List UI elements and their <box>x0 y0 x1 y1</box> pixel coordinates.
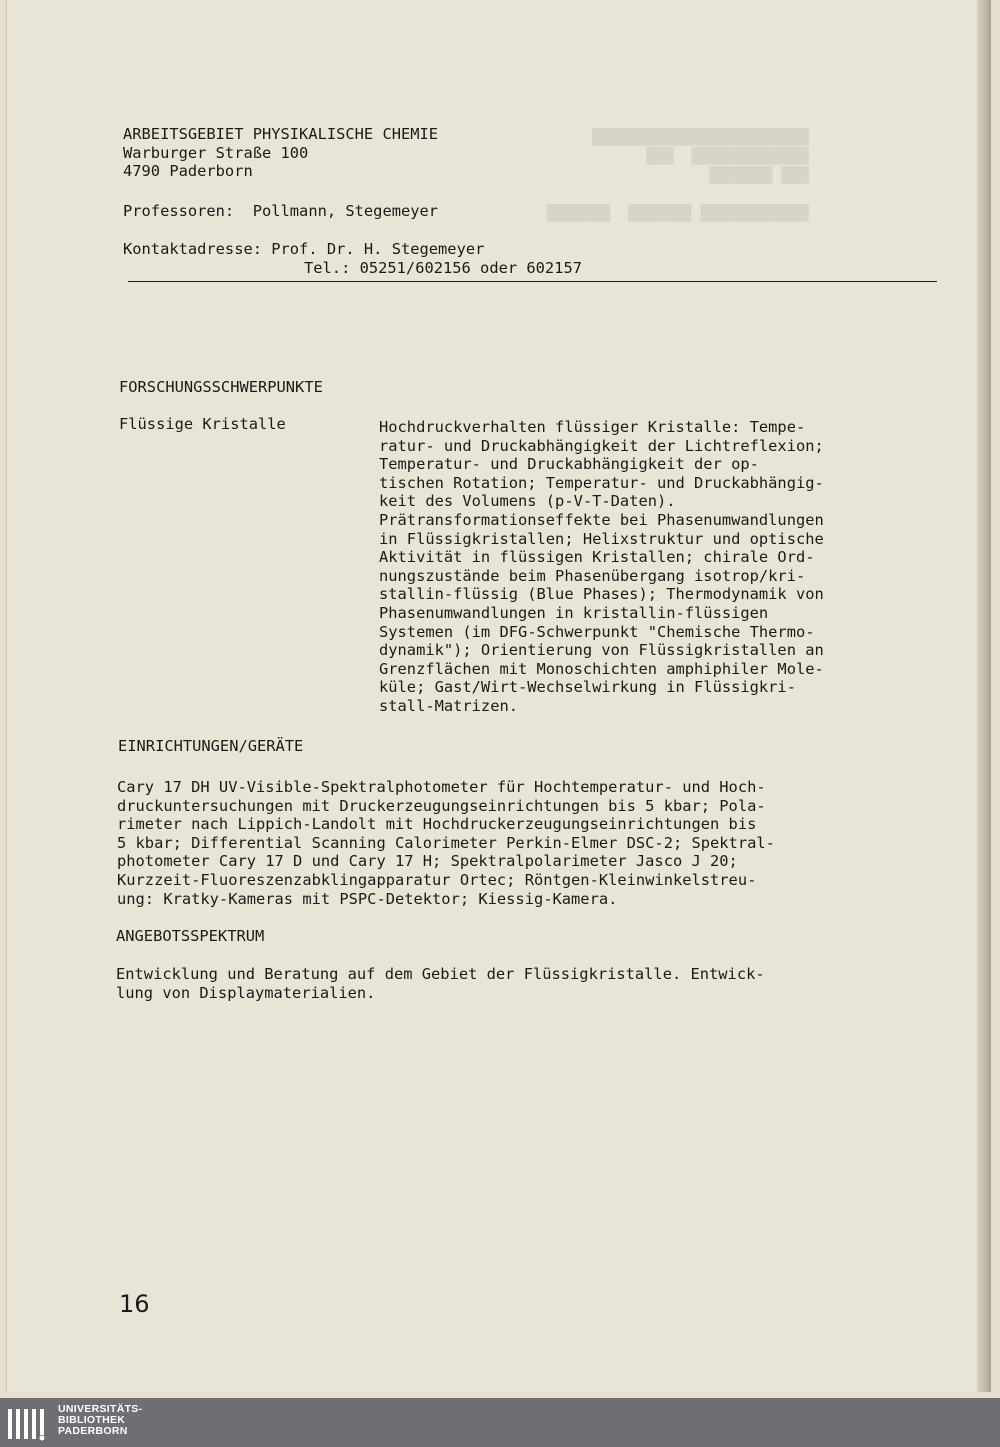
research-line: Grenzflächen mit Monoschichten amphiphiler Mole- <box>379 659 824 678</box>
logo-line: BIBLIOTHEK <box>58 1414 126 1426</box>
research-line: Aktivität in flüssigen Kristallen; chirale Ord- <box>379 548 815 567</box>
research-line: dynamik"); Orientierung von Flüssigkristallen an <box>379 641 824 660</box>
research-line: stallin-flüssig (Blue Phases); Thermodynamik von <box>379 585 824 604</box>
equipment-line: Kurzzeit-Fluoreszenzabklingapparatur Ortec; Röntgen-Kleinwinkelstreu- <box>117 870 757 889</box>
research-line: Prätransformationseffekte bei Phasenumwandlungen <box>379 510 824 529</box>
page-number: 16 <box>119 1290 150 1318</box>
contact-line: Kontaktadresse: Prof. Dr. H. Stegemeyer <box>123 240 485 258</box>
library-logo-icon <box>8 1405 48 1441</box>
offer-line: Entwicklung und Beratung auf dem Gebiet der Flüssigkristalle. Entwick- <box>116 965 765 983</box>
logo-line: UNIVERSITÄTS- <box>58 1403 143 1415</box>
library-logo-text <box>58 1404 142 1437</box>
city-address: 4790 Paderborn <box>123 162 253 180</box>
research-line: nungszustände beim Phasenübergang isotrop/kri- <box>379 566 806 585</box>
research-line: stall-Matrizen. <box>379 696 518 715</box>
research-line: Systemen (im DFG-Schwerpunkt "Chemische Thermo- <box>379 622 815 641</box>
equipment-description <box>117 778 775 908</box>
research-line: Hochdruckverhalten flüssiger Kristalle: Tempe- <box>379 418 806 436</box>
research-line: Phasenumwandlungen in kristallin-flüssigen <box>379 603 769 622</box>
research-line: keit des Volumens (p-V-T-Daten). <box>379 492 676 511</box>
library-footer-bar <box>0 1398 1000 1447</box>
research-line: in Flüssigkristallen; Helixstruktur und optische <box>379 529 824 548</box>
street-address: Warburger Straße 100 <box>123 144 309 162</box>
page-spine-shadow <box>977 0 991 1392</box>
research-description <box>379 418 824 716</box>
equipment-line: ung: Kratky-Kameras mit PSPC-Detektor; Kiessig-Kamera. <box>117 889 618 908</box>
equipment-line: Cary 17 DH UV-Visible-Spektralphotometer für Hochtemperatur- und Hoch- <box>117 778 766 796</box>
offer-line: lung von Displaymaterialien. <box>116 983 376 1002</box>
header-divider <box>128 281 937 282</box>
research-topic: Flüssige Kristalle <box>119 415 286 433</box>
equipment-line: rimeter nach Lippich-Landolt mit Hochdruckerzeugungseinrichtungen bis <box>117 815 757 834</box>
institute-name: ARBEITSGEBIET PHYSIKALISCHE CHEMIE <box>123 125 439 143</box>
equipment-heading: EINRICHTUNGEN/GERÄTE <box>118 737 304 755</box>
equipment-line: druckuntersuchungen mit Druckerzeugungseinrichtungen bis 5 kbar; Pola- <box>117 796 766 815</box>
professors-line: Professoren: Pollmann, Stegemeyer <box>123 202 439 220</box>
bleed-through-texture: ████████████████████████ █████████████ ███ ███ ███████ ████████████ ███████ ███████ <box>547 128 809 222</box>
equipment-line: photometer Cary 17 D und Cary 17 H; Spektralpolarimeter Jasco J 20; <box>117 852 738 871</box>
research-heading: FORSCHUNGSSCHWERPUNKTE <box>119 378 323 396</box>
offer-description <box>116 965 765 1002</box>
research-line: tischen Rotation; Temperatur- und Druckabhängig- <box>379 473 824 492</box>
logo-line: PADERBORN <box>58 1425 128 1437</box>
offer-heading: ANGEBOTSSPEKTRUM <box>116 927 265 945</box>
research-line: ratur- und Druckabhängigkeit der Lichtreflexion; <box>379 436 824 455</box>
research-line: küle; Gast/Wirt-Wechselwirkung in Flüssigkri- <box>379 678 796 697</box>
document-page <box>6 0 991 1392</box>
phone-line: Tel.: 05251/602156 oder 602157 <box>304 259 582 277</box>
equipment-line: 5 kbar; Differential Scanning Calorimeter Perkin-Elmer DSC-2; Spektral- <box>117 833 775 852</box>
research-line: Temperatur- und Druckabhängigkeit der op- <box>379 455 759 474</box>
